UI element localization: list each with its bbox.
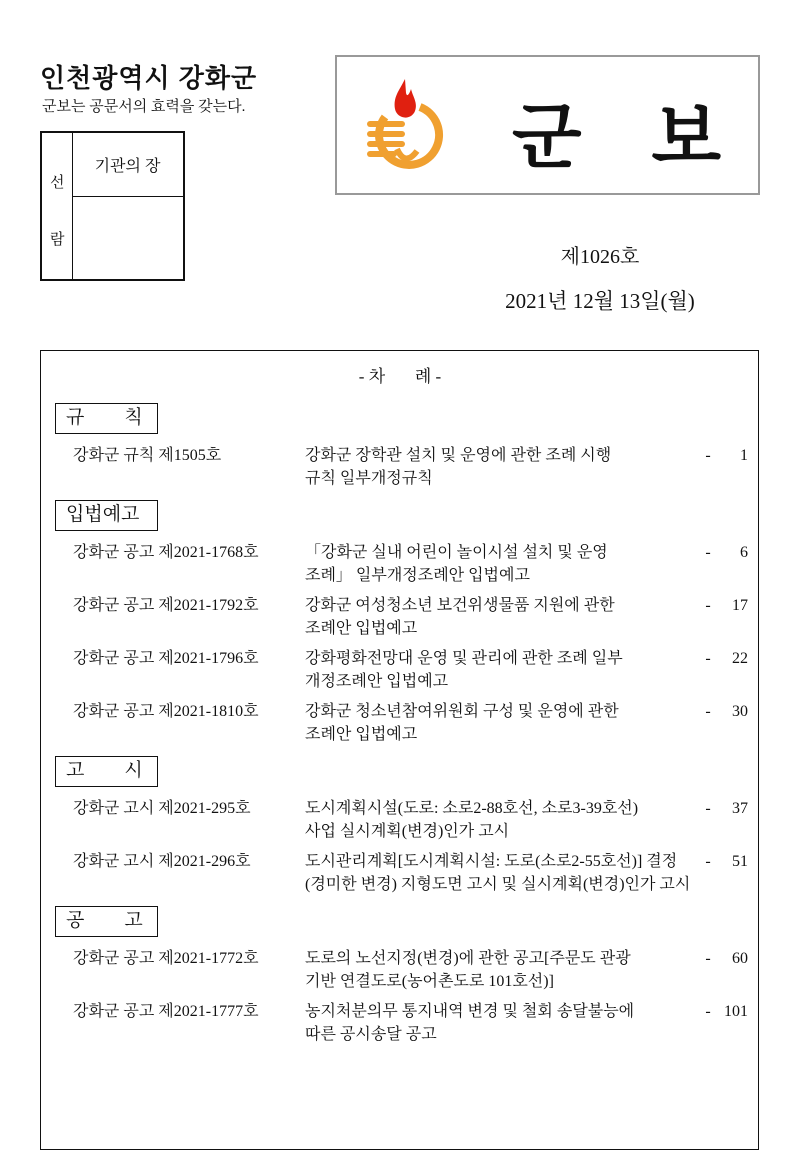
- issue-date: 2021년 12월 13일(월): [505, 289, 695, 313]
- entry-page: 101: [724, 1003, 748, 1020]
- entry-title-line: 강화군 장학관 설치 및 운영에 관한 조례 시행: [305, 447, 612, 464]
- leader-dash: -: [705, 853, 711, 870]
- entry-title-line: 도시계획시설(도로: 소로2-88호선, 소로3-39호선): [305, 800, 639, 817]
- review-head-label: 기관의 장: [94, 158, 161, 175]
- toc-entry[interactable]: [0, 594, 800, 640]
- leader-dash: -: [705, 650, 711, 667]
- leader-dash: -: [705, 544, 711, 561]
- entry-title: [305, 444, 697, 490]
- entry-number: 강화군 고시 제2021-296호: [73, 853, 251, 870]
- toc-section: [0, 403, 800, 490]
- entry-title-line: 조례」 일부개정조례안 입법예고: [305, 567, 530, 584]
- entry-title-line: 강화군 여성청소년 보건위생물품 지원에 관한: [305, 597, 615, 614]
- toc-section: [0, 756, 800, 896]
- issue-number: 제1026호: [560, 246, 640, 268]
- entry-title-line: 강화평화전망대 운영 및 관리에 관한 조례 일부: [305, 650, 623, 667]
- entry-title-line: 사업 실시계획(변경)인가 고시: [305, 823, 510, 840]
- entry-page: 1: [740, 447, 748, 464]
- entry-page: 30: [732, 703, 748, 720]
- toc-section-heading: 공고: [55, 906, 158, 937]
- entry-title: [305, 1000, 697, 1046]
- entry-title: [305, 647, 697, 693]
- toc-title: - 차 례 -: [358, 367, 442, 386]
- review-side-column: [42, 133, 73, 279]
- entry-title-line: 규칙 일부개정규칙: [305, 470, 433, 487]
- entry-title-line: 농지처분의무 통지내역 변경 및 철회 송달불능에: [305, 1003, 635, 1020]
- entry-number: 강화군 공고 제2021-1768호: [73, 544, 259, 561]
- entry-title-line: (경미한 변경) 지형도면 고시 및 실시계획(변경)인가 고시: [305, 876, 691, 893]
- organization-name: 인천광역시 강화군: [40, 63, 258, 93]
- entry-title-line: 조례안 입법예고: [305, 620, 418, 637]
- toc-section-heading: 입법예고: [55, 500, 158, 531]
- toc-entry[interactable]: [0, 797, 800, 843]
- entry-title: [305, 594, 697, 640]
- entry-title: [305, 850, 697, 896]
- toc-entry[interactable]: [0, 541, 800, 587]
- entry-page: 60: [732, 950, 748, 967]
- toc-section-heading: 고시: [55, 756, 158, 787]
- entry-title-line: 도시관리계획[도시계획시설: 도로(소로2-55호선)] 결정: [305, 853, 678, 870]
- entry-page: 22: [732, 650, 748, 667]
- review-box: [40, 131, 185, 281]
- gazette-banner: [335, 55, 792, 195]
- entry-title-line: 「강화군 실내 어린이 놀이시설 설치 및 운영: [305, 544, 608, 561]
- toc-section: [0, 906, 800, 1046]
- toc-section-heading: 규칙: [55, 403, 158, 434]
- entry-number: 강화군 고시 제2021-295호: [73, 800, 251, 817]
- entry-title-line: 개정조례안 입법예고: [305, 673, 449, 690]
- entry-title: [305, 541, 697, 587]
- entry-title-line: 도로의 노선지정(변경)에 관한 공고[주문도 관광: [305, 950, 631, 967]
- entry-number: 강화군 공고 제2021-1810호: [73, 703, 259, 720]
- leader-dash: -: [705, 1003, 711, 1020]
- entry-title-line: 따른 공시송달 공고: [305, 1026, 437, 1043]
- entry-page: 6: [740, 544, 748, 561]
- county-logo-icon: [365, 79, 455, 174]
- leader-dash: -: [705, 597, 711, 614]
- entry-page: 51: [732, 853, 748, 870]
- leader-dash: -: [705, 447, 711, 464]
- leader-dash: -: [705, 800, 711, 817]
- subtitle: 군보는 공문서의 효력을 갖는다.: [42, 99, 246, 115]
- entry-title: [305, 797, 697, 843]
- toc-body: [0, 403, 800, 1056]
- entry-number: 강화군 공고 제2021-1777호: [73, 1003, 259, 1020]
- entry-number: 강화군 공고 제2021-1796호: [73, 650, 259, 667]
- entry-title-line: 강화군 청소년참여위원회 구성 및 운영에 관한: [305, 703, 619, 720]
- toc-entry[interactable]: [0, 1000, 800, 1046]
- divider: [72, 196, 183, 197]
- toc-entry[interactable]: [0, 700, 800, 746]
- toc-entry[interactable]: [0, 850, 800, 896]
- banner-title: 군보: [512, 98, 792, 178]
- leader-dash: -: [705, 703, 711, 720]
- leader-dash: -: [705, 950, 711, 967]
- entry-number: 강화군 공고 제2021-1772호: [73, 950, 259, 967]
- entry-page: 37: [732, 800, 748, 817]
- entry-title-line: 기반 연결도로(농어촌도로 101호선)]: [305, 973, 554, 990]
- entry-title: [305, 700, 697, 746]
- entry-title: [305, 947, 697, 993]
- toc-entry[interactable]: [0, 947, 800, 993]
- entry-number: 강화군 공고 제2021-1792호: [73, 597, 259, 614]
- entry-title-line: 조례안 입법예고: [305, 726, 418, 743]
- entry-number: 강화군 규칙 제1505호: [73, 447, 222, 464]
- toc-section: [0, 500, 800, 746]
- toc-entry[interactable]: [0, 647, 800, 693]
- review-side-label: 선: [50, 175, 65, 191]
- review-side-label: 람: [50, 232, 65, 248]
- entry-page: 17: [732, 597, 748, 614]
- toc-entry[interactable]: [0, 444, 800, 490]
